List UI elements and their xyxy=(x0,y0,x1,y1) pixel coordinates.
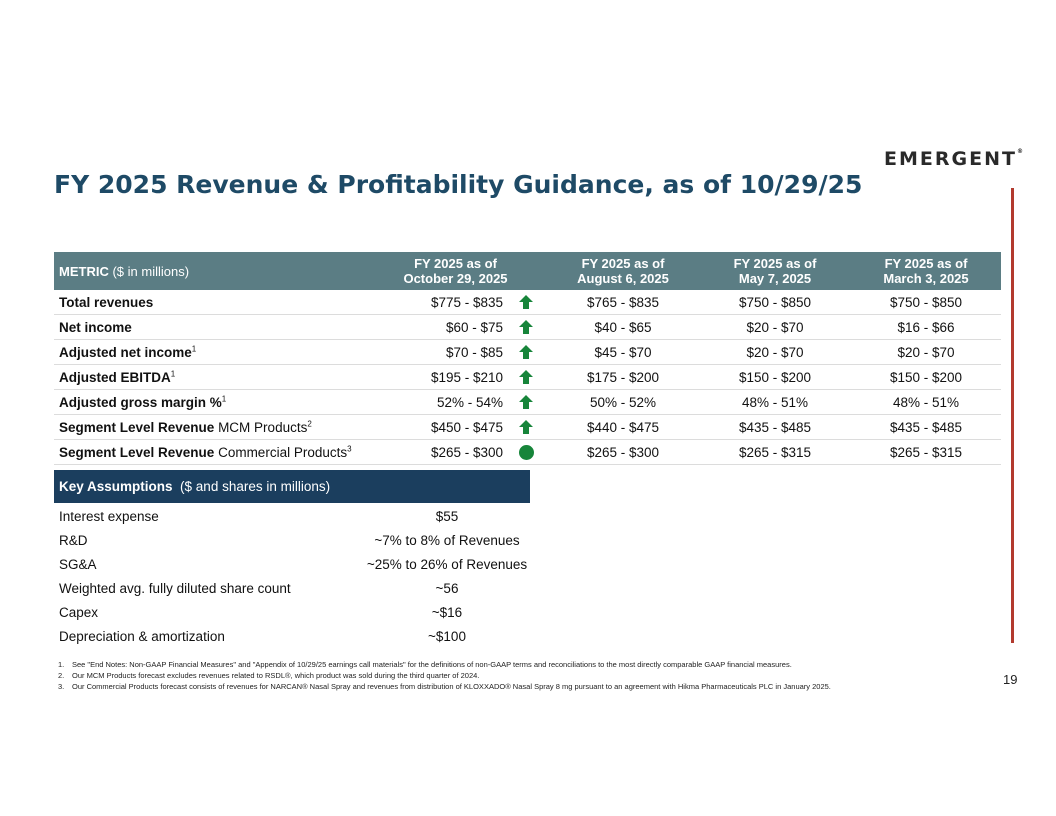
footnote-text: Our MCM Products forecast excludes revenues related to RSDL®, which product was sold during the third quarter of 2024. xyxy=(72,671,480,680)
assumption-label: SG&A xyxy=(59,556,97,572)
assumption-label: Capex xyxy=(59,604,99,620)
guidance-table xyxy=(54,252,1001,465)
metric-label: Net income xyxy=(54,315,364,340)
footnote-text: See "End Notes: Non-GAAP Financial Measures" and "Appendix of 10/29/25 earnings call materials" for the definitions of non-GAAP terms and reconciliations to the most directly comparable GAAP financial measures. xyxy=(72,660,792,669)
footnote xyxy=(58,670,938,681)
trend-indicator xyxy=(505,340,547,365)
table-row xyxy=(54,365,1001,390)
emergent-logo: EMERGENT® xyxy=(884,148,1023,170)
value-oct: $60 - $75 xyxy=(364,315,505,340)
assumption-label: Interest expense xyxy=(59,508,159,524)
value-may: $750 - $850 xyxy=(699,290,851,315)
table-row xyxy=(54,290,1001,315)
column-header-mar: FY 2025 as of March 3, 2025 xyxy=(851,252,1001,290)
metric-label: Adjusted gross margin %$^1$ xyxy=(54,390,364,415)
column-header-aug: FY 2025 as of August 6, 2025 xyxy=(547,252,699,290)
value-may: $20 - $70 xyxy=(699,340,851,365)
value-oct: $265 - $300 xyxy=(364,440,505,465)
value-mar: $20 - $70 xyxy=(851,340,1001,365)
up-arrow-icon xyxy=(518,419,534,435)
value-aug: $40 - $65 xyxy=(547,315,699,340)
assumption-label: R&D xyxy=(59,532,88,548)
assumption-value: $55 xyxy=(435,508,459,524)
trend-indicator xyxy=(505,365,547,390)
footnote-marker: 3 xyxy=(347,444,352,453)
footnote-number: 2. xyxy=(58,671,65,680)
key-assumptions-table xyxy=(54,504,530,648)
table-row xyxy=(54,440,1001,465)
value-mar: $16 - $66 xyxy=(851,315,1001,340)
value-aug: $765 - $835 xyxy=(547,290,699,315)
trend-indicator xyxy=(505,440,547,465)
column-header-oct: FY 2025 as of October 29, 2025 xyxy=(364,252,547,290)
assumption-value: ~25% to 26% of Revenues xyxy=(366,556,528,572)
value-mar: 48% - 51% xyxy=(851,390,1001,415)
up-arrow-icon xyxy=(518,344,534,360)
table-row xyxy=(54,415,1001,440)
trend-indicator xyxy=(505,315,547,340)
assumption-label: Weighted avg. fully diluted share count xyxy=(59,580,291,596)
value-mar: $265 - $315 xyxy=(851,440,1001,465)
footnote-number: 3. xyxy=(58,682,65,691)
value-may: 48% - 51% xyxy=(699,390,851,415)
value-aug: 50% - 52% xyxy=(547,390,699,415)
assumption-value: ~56 xyxy=(435,580,459,596)
page-title: FY 2025 Revenue & Profitability Guidance, as of 10/29/25 xyxy=(54,170,863,199)
trend-indicator xyxy=(505,415,547,440)
value-mar: $150 - $200 xyxy=(851,365,1001,390)
value-oct: $450 - $475 xyxy=(364,415,505,440)
trend-indicator xyxy=(505,390,547,415)
assumption-row xyxy=(54,576,530,600)
trend-indicator xyxy=(505,290,547,315)
assumption-row xyxy=(54,624,530,648)
assumption-row xyxy=(54,528,530,552)
value-oct: $70 - $85 xyxy=(364,340,505,365)
table-row xyxy=(54,340,1001,365)
assumption-label: Depreciation & amortization xyxy=(59,628,225,644)
assumption-row xyxy=(54,552,530,576)
footnote xyxy=(58,681,938,692)
key-assumptions-header: Key Assumptions ($ and shares in millions) xyxy=(54,470,530,503)
assumption-value: ~$16 xyxy=(431,604,463,620)
guidance-header-row xyxy=(54,252,1001,290)
metric-column-header: METRIC ($ in millions) xyxy=(54,252,364,290)
value-may: $265 - $315 xyxy=(699,440,851,465)
value-may: $20 - $70 xyxy=(699,315,851,340)
assumption-row xyxy=(54,504,530,528)
footnotes xyxy=(58,659,938,692)
metric-label: Adjusted EBITDA$^1$ xyxy=(54,365,364,390)
circle-icon xyxy=(519,445,534,460)
metric-label: Adjusted net income$^1$ xyxy=(54,340,364,365)
metric-label: Segment Level Revenue Commercial Products$^3$ xyxy=(54,440,364,465)
value-aug: $265 - $300 xyxy=(547,440,699,465)
table-row xyxy=(54,390,1001,415)
value-aug: $45 - $70 xyxy=(547,340,699,365)
up-arrow-icon xyxy=(518,319,534,335)
footnote-text: Our Commercial Products forecast consists of revenues for NARCAN® Nasal Spray and revenues from distribution of KLOXXADO® Nasal Spray 8 mg pursuant to an agreement with Hikma Pharmaceuticals PLC in January 2025. xyxy=(72,682,831,691)
value-oct: 52% - 54% xyxy=(364,390,505,415)
table-row xyxy=(54,315,1001,340)
footnote-marker: 2 xyxy=(307,419,312,428)
value-oct: $775 - $835 xyxy=(364,290,505,315)
value-may: $435 - $485 xyxy=(699,415,851,440)
page-number: 19 xyxy=(1003,672,1018,687)
metric-label: Total revenues xyxy=(54,290,364,315)
value-oct: $195 - $210 xyxy=(364,365,505,390)
footnote-marker: 1 xyxy=(221,394,227,403)
assumption-value: ~7% to 8% of Revenues xyxy=(374,532,520,548)
assumption-value: ~$100 xyxy=(428,628,466,644)
assumption-row xyxy=(54,600,530,624)
column-header-may: FY 2025 as of May 7, 2025 xyxy=(699,252,851,290)
up-arrow-icon xyxy=(518,294,534,310)
value-mar: $750 - $850 xyxy=(851,290,1001,315)
footnote-marker: 1 xyxy=(191,344,197,353)
accent-divider xyxy=(1011,188,1014,643)
metric-label: Segment Level Revenue MCM Products$^2$ xyxy=(54,415,364,440)
up-arrow-icon xyxy=(518,369,534,385)
value-aug: $175 - $200 xyxy=(547,365,699,390)
footnote-marker: 1 xyxy=(170,369,176,378)
value-mar: $435 - $485 xyxy=(851,415,1001,440)
footnote xyxy=(58,659,938,670)
value-may: $150 - $200 xyxy=(699,365,851,390)
up-arrow-icon xyxy=(518,394,534,410)
footnote-number: 1. xyxy=(58,660,65,669)
value-aug: $440 - $475 xyxy=(547,415,699,440)
